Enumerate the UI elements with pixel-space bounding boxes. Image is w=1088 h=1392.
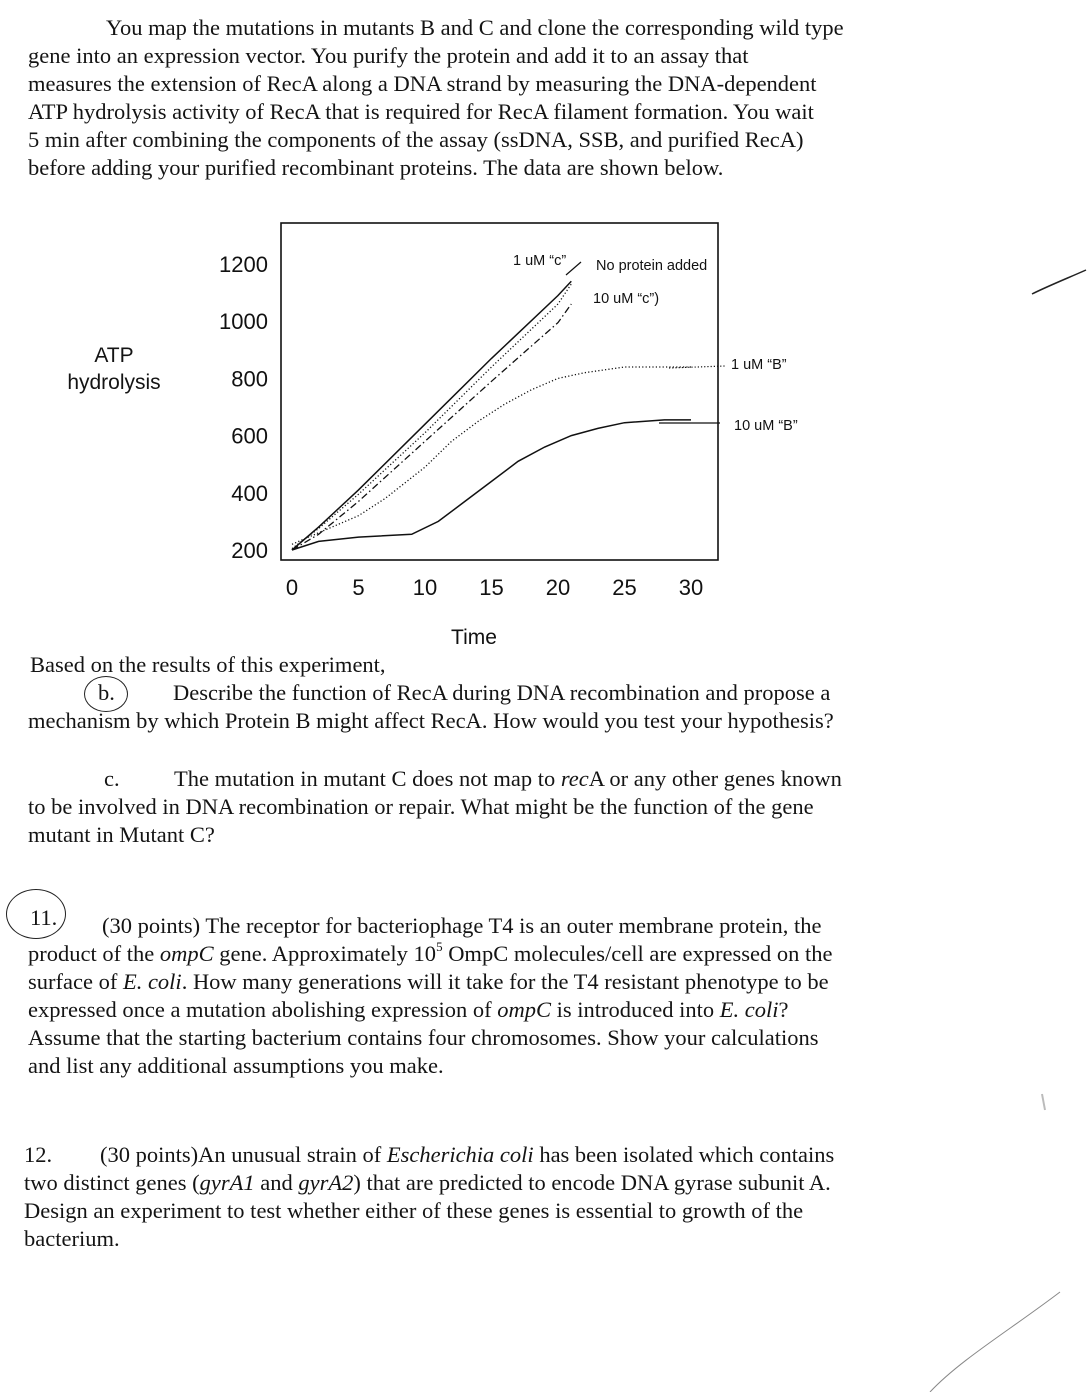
text-run: gene. Approximately 10: [213, 941, 437, 966]
question-11-line: Assume that the starting bacterium contains four chromosomes. Show your calculations: [28, 1025, 819, 1050]
intro-line: before adding your purified recombinant proteins. The data are shown below.: [28, 155, 724, 180]
series-annotation: 1 uM “B”: [731, 357, 787, 373]
intro-line: gene into an expression vector. You purify the protein and add it to an assay that: [28, 43, 749, 68]
series-layer: [292, 281, 691, 550]
text-run: ) that are predicted to encode DNA gyrase subunit A.: [353, 1170, 831, 1195]
organism-name: Escherichia coli: [386, 1142, 534, 1167]
x-tick-label: 25: [612, 575, 637, 600]
part-b-line: Describe the function of RecA during DNA recombination and propose a: [173, 680, 831, 705]
text-run: surface of: [28, 969, 123, 994]
question-11-number: 11.: [30, 905, 58, 930]
x-tick-label: 30: [678, 575, 704, 600]
text-run: . How many generations will it take for the T4 resistant phenotype to be: [181, 969, 829, 994]
text-run: and: [254, 1170, 299, 1195]
x-tick-label: 20: [545, 575, 571, 600]
question-11-line: (30 points) The receptor for bacteriophage T4 is an outer membrane protein, the: [102, 913, 822, 938]
series-line-4: [292, 420, 691, 550]
y-tick-label: 800: [231, 366, 268, 392]
atp-hydrolysis-chart: [0, 0, 1088, 660]
y-tick-label: 200: [231, 538, 268, 563]
series-annotation: 1 uM “c”: [513, 253, 567, 269]
y-tick-label: 400: [231, 480, 268, 506]
y-tick-labels: [219, 252, 268, 563]
gene-name: rec: [560, 766, 589, 791]
text-run: ?: [778, 997, 789, 1022]
intro-line: 5 min after combining the components of the assay (ssDNA, SSB, and purified RecA): [28, 127, 804, 152]
series-annotation: 10 uM “c”): [593, 291, 660, 307]
x-tick-label: 5: [352, 575, 365, 600]
x-tick-label: 15: [479, 575, 504, 600]
text-run: (30 points)An unusual strain of: [100, 1142, 387, 1167]
pen-mark: [1030, 268, 1088, 298]
y-tick-label: 1200: [219, 252, 268, 277]
x-tick-labels: [286, 575, 703, 600]
x-axis-label: Time: [451, 626, 497, 649]
y-axis-label: [52, 342, 176, 396]
annotation-leader: [566, 262, 581, 275]
x-tick-label: 0: [285, 575, 299, 600]
intro-line: measures the extension of RecA along a DNA strand by measuring the DNA-dependent: [28, 71, 817, 96]
question-11-line: [28, 940, 912, 968]
gene-name: ompC: [159, 941, 214, 966]
gene-name: gyrA2: [298, 1170, 354, 1195]
annotation-leader: [669, 366, 725, 368]
text-run: product of the: [28, 941, 160, 966]
series-line-0: [292, 281, 571, 550]
lead-text: [30, 651, 386, 679]
gene-name: gyrA1: [199, 1170, 255, 1195]
series-annotations: [513, 253, 798, 434]
question-12-line: bacterium.: [24, 1226, 120, 1251]
scan-marks: [0, 1080, 1088, 1392]
series-line-3: [292, 367, 691, 544]
series-line-1: [292, 284, 571, 549]
question-11: [28, 912, 912, 1080]
intro-line: You map the mutations in mutants B and C and clone the corresponding wild type: [106, 15, 844, 40]
series-annotation: No protein added: [596, 258, 708, 274]
y-tick-label: 1000: [219, 309, 268, 335]
series-annotation: 10 uM “B”: [734, 418, 798, 434]
x-tick-label: 10: [412, 575, 438, 600]
organism-name: E. coli: [122, 969, 182, 994]
y-axis-label-line: ATP: [94, 344, 134, 367]
part-c-line: to be involved in DNA recombination or repair. What might be the function of the gene: [28, 794, 814, 819]
intro-line: ATP hydrolysis activity of RecA that is required for RecA filament formation. You wait: [28, 99, 814, 124]
text-run: The mutation in mutant C does not map to: [174, 766, 561, 791]
gene-name: ompC: [497, 997, 552, 1022]
lead-line: Based on the results of this experiment,: [30, 652, 386, 677]
part-c-line: mutant in Mutant C?: [28, 822, 215, 847]
text-run: A or any other genes known: [588, 766, 842, 791]
part-b-question: [28, 679, 908, 735]
part-b-line: mechanism by which Protein B might affect RecA. How would you test your hypothesis?: [28, 708, 834, 733]
text-run: two distinct genes (: [24, 1170, 200, 1195]
y-tick-label: 600: [231, 423, 268, 449]
question-11-line: [28, 968, 912, 996]
text-run: is introduced into: [551, 997, 720, 1022]
organism-name: E. coli: [719, 997, 779, 1022]
question-11-line: and list any additional assumptions you make.: [28, 1053, 444, 1078]
text-run: expressed once a mutation abolishing expression of: [28, 997, 498, 1022]
part-c-line: [28, 765, 912, 793]
text-run: OmpC molecules/cell are expressed on the: [442, 941, 833, 966]
question-11-line: [28, 996, 912, 1024]
question-12-line: Design an experiment to test whether either of these genes is essential to growth of the: [24, 1198, 804, 1223]
part-c-question: [28, 765, 912, 849]
text-run: has been isolated which contains: [533, 1142, 835, 1167]
question-12-number: 12.: [24, 1142, 53, 1167]
part-b-label: b.: [98, 680, 115, 705]
y-axis-label-line: hydrolysis: [67, 371, 161, 394]
part-c-label: c.: [104, 766, 120, 791]
exponent: 5: [436, 938, 443, 954]
